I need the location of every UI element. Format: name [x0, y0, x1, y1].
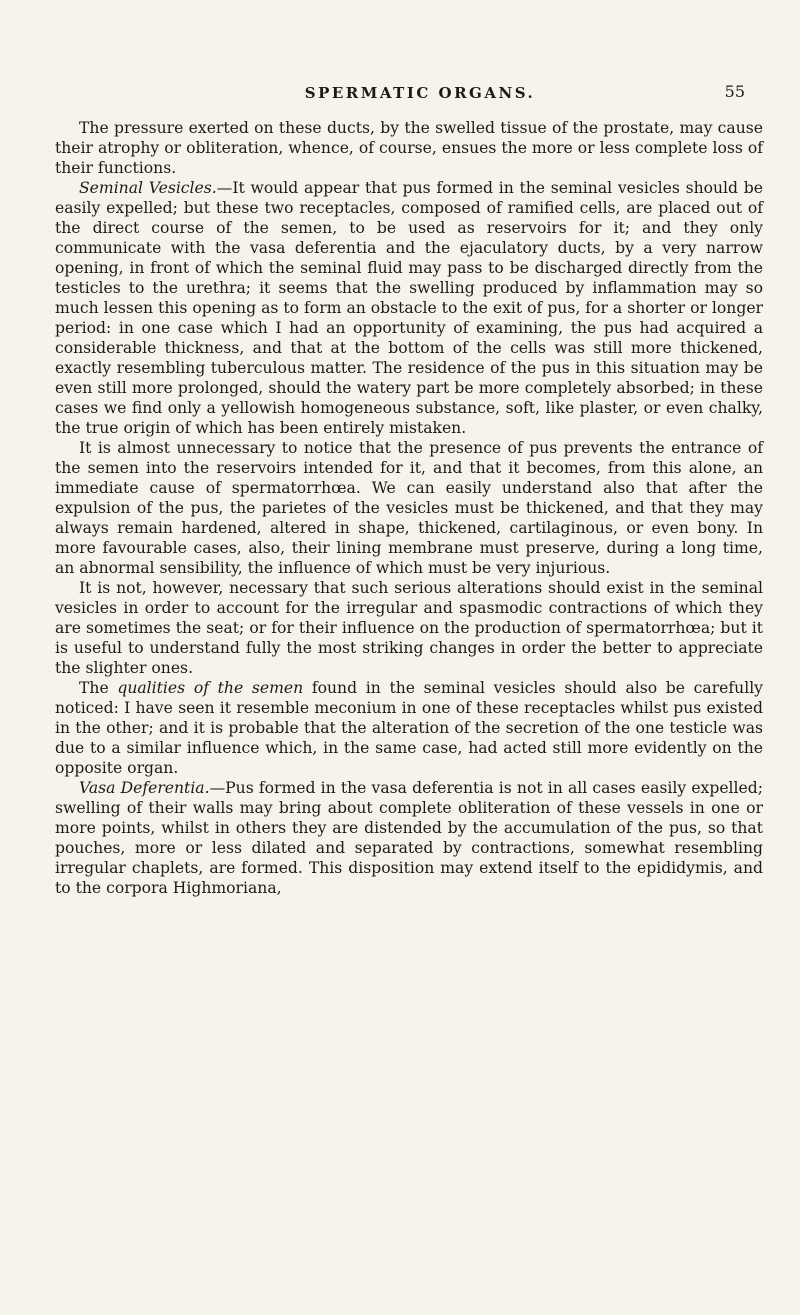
paragraph — [55, 178, 763, 438]
running-title: SPERMATIC ORGANS. — [304, 84, 536, 102]
paragraph — [55, 778, 763, 898]
paragraph-text: It is almost unnecessary to notice that the presence of pus prevents the entrance of the semen into the reservoirs intended for it, and that it becomes, from this alone, an immediate cause of spermatorrhœa. We can easily understand also that after the expulsion of the pus, the parietes of the vesicles must be thickened, and that they may always remain hardened, altered in shape, thickened, cartilaginous, or even bony. In more favourable cases, also, their lining membrane must preserve, during a long time, an abnormal sensibility, the influence of which must be very injurious. — [55, 439, 763, 577]
paragraph-text: It is not, however, necessary that such serious alterations should exist in the seminal vesicles in order to account for the irregular and spasmodic contractions of which they are sometimes the seat; or for their influence on the production of spermatorrhœa; but it is useful to understand fully the most striking changes in order the better to appreciate the slighter ones. — [55, 579, 763, 677]
section-lead: Vasa Deferentia. — [79, 779, 210, 797]
paragraph — [55, 118, 763, 178]
paragraph — [55, 578, 763, 678]
paragraph — [55, 678, 763, 778]
paragraph — [55, 438, 763, 578]
paragraph-text: The qualities of the semen found in the seminal vesicles should also be carefully noticed: I have seen it resemble meconium in one of these receptacles whilst pus existed in the other; and it is probable that the alteration of the secretion of the one testicle was due to a similar influence which, in the same case, had acted still more evidently on the opposite organ. — [55, 679, 763, 777]
body-text — [55, 118, 763, 898]
paragraph-text: —It would appear that pus formed in the seminal vesicles should be easily expelled; but these two receptacles, composed of ramified cells, are placed out of the direct course of the semen, to be used as reservoirs for it; and they only communicate with the vasa deferentia and the ejaculatory ducts, by a very narrow opening, in front of which the seminal fluid may pass to be discharged directly from the testicles to the urethra; it seems that the swelling produced by inflammation may so much lessen this opening as to form an obstacle to the exit of pus, for a shorter or longer period: in one case which I had an opportunity of examining, the pus had acquired a considerable thickness, and that at the bottom of the cells was still more thickened, exactly resembling tuberculous matter. The residence of the pus in this situation may be even still more prolonged, should the watery part be more completely absorbed; in these cases we find only a yellowish homogeneous substance, soft, like plaster, or even chalky, the true origin of which has been entirely mistaken. — [55, 179, 763, 437]
page-number: 55 — [724, 82, 745, 101]
paragraph-text: —Pus formed in the vasa deferentia is not in all cases easily expelled; swelling of their walls may bring about complete obliteration of these vessels in one or more points, whilst in others they are distended by the accumulation of the pus, so that pouches, more or less dilated and separated by contractions, somewhat resembling irregular chaplets, are formed. This disposition may extend itself to the epididymis, and to the corpora Highmoriana, — [55, 779, 763, 897]
section-lead: Seminal Vesicles. — [79, 179, 217, 197]
paragraph-text: The pressure exerted on these ducts, by the swelled tissue of the prostate, may cause their atrophy or obliteration, whence, of course, ensues the more or less complete loss of their functions. — [55, 119, 763, 177]
